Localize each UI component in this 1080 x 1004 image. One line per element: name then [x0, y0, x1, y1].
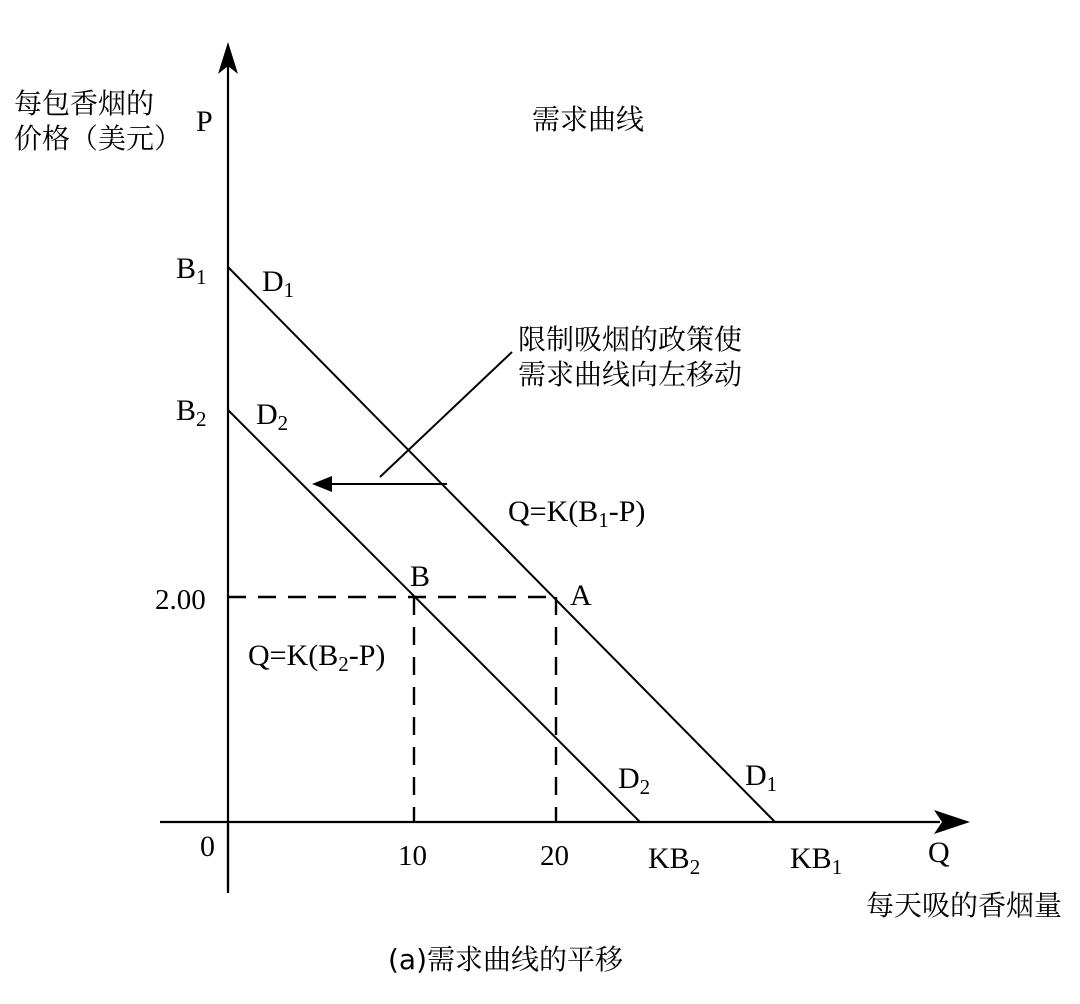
x-tick-10: 10 — [398, 840, 427, 872]
figure-caption: (a)需求曲线的平移 — [388, 943, 624, 976]
x-tick-20: 20 — [540, 840, 569, 872]
y-axis-label: 每包香烟的 价格（美元） — [14, 87, 183, 155]
shift-annotation: 限制吸烟的政策使 需求曲线向左移动 — [518, 323, 743, 391]
y-axis — [218, 42, 238, 890]
point-label-b: B — [410, 560, 431, 593]
curve-d2 — [228, 410, 640, 822]
x-axis-symbol: Q — [928, 836, 950, 869]
label-b2: $B_2$ — [176, 394, 207, 431]
x-axis — [160, 810, 970, 834]
y-tick-200: 2.00 — [155, 584, 206, 616]
curve-label-d1-top: $D_1$ — [262, 265, 295, 302]
equation-d2: $Q=K(B_2-P)$ — [248, 639, 386, 676]
point-label-a: A — [570, 579, 592, 612]
curve-label-d1-bottom: $D_1$ — [745, 759, 778, 796]
origin-label: 0 — [200, 830, 215, 863]
label-b1: $B_1$ — [176, 252, 207, 289]
curve-label-d2-bottom: $D_2$ — [618, 762, 651, 799]
x-intercept-kb1: $KB_1$ — [790, 842, 843, 879]
equation-d1: $Q=K(B_1-P)$ — [508, 495, 646, 532]
chart-title: 需求曲线 — [532, 103, 645, 136]
x-intercept-kb2: $KB_2$ — [648, 842, 701, 879]
curve-label-d2-top: $D_2$ — [256, 398, 289, 435]
x-axis-label: 每天吸的香烟量 — [866, 889, 1063, 922]
quantity-guide-lines — [414, 597, 556, 822]
annotation-leader-line — [380, 352, 512, 477]
y-axis-symbol: P — [196, 105, 213, 138]
